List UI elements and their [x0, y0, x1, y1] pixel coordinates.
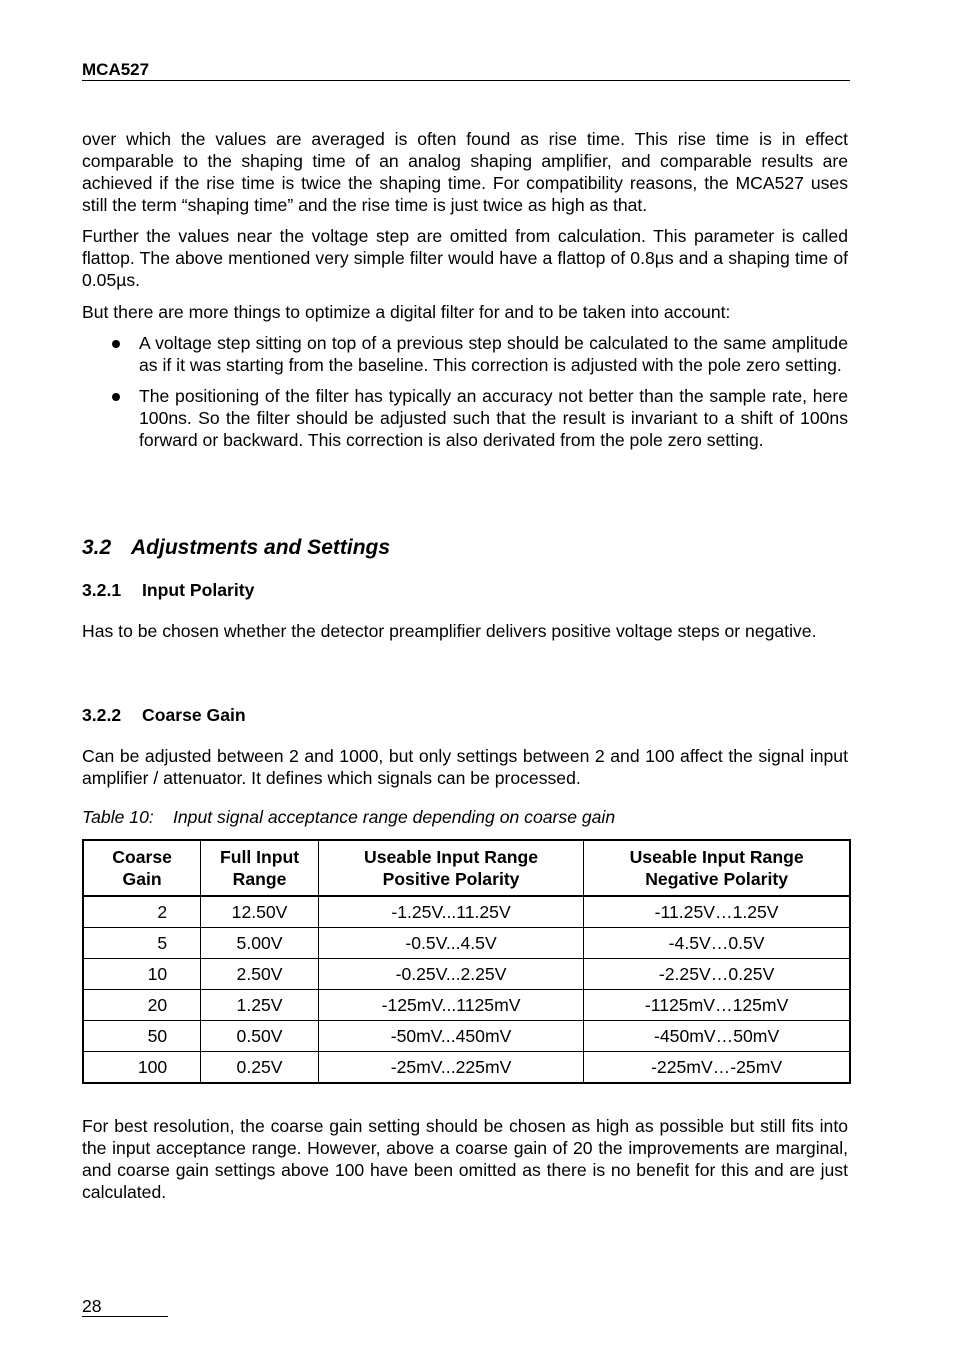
cell-full-input-range: 1.25V	[201, 990, 319, 1021]
subsection-heading-input-polarity	[82, 580, 254, 601]
section-title: Adjustments and Settings	[131, 536, 391, 559]
cell-negative-range: -2.25V…0.25V	[584, 959, 850, 990]
list-item-text: The positioning of the filter has typically an accuracy not better than the sample rate, here 100ns. So the filter should be adjusted such that the result is invariant to a shift of 100ns forward or backward. This correction is also derivated from the pole zero setting.	[139, 386, 848, 450]
subsection-heading-coarse-gain	[82, 705, 246, 726]
table-header-row	[83, 840, 850, 896]
cell-positive-range: -1.25V...11.25V	[318, 896, 583, 928]
list-item	[82, 385, 848, 451]
section-number: 3.2	[82, 536, 112, 559]
list-item-text: A voltage step sitting on top of a previous step should be calculated to the same amplitude as if it was starting from the baseline. This correction is adjusted with the pole zero setting.	[139, 333, 848, 375]
paragraph-input-polarity: Has to be chosen whether the detector preamplifier delivers positive voltage steps or negative.	[82, 621, 817, 641]
cell-positive-range: -50mV...450mV	[318, 1021, 583, 1052]
table-row	[83, 896, 850, 928]
cell-full-input-range: 0.25V	[201, 1052, 319, 1084]
cell-negative-range: -1125mV…125mV	[584, 990, 850, 1021]
table-row	[83, 959, 850, 990]
table-row	[83, 1021, 850, 1052]
table-row	[83, 928, 850, 959]
bullet-list	[82, 332, 848, 451]
column-header-positive-range: Useable Input Range Positive Polarity	[318, 840, 583, 896]
column-header-coarse-gain: Coarse Gain	[83, 840, 201, 896]
cell-coarse-gain: 100	[83, 1052, 201, 1084]
cell-positive-range: -0.25V...2.25V	[318, 959, 583, 990]
subsection-title: Coarse Gain	[142, 705, 246, 725]
coarse-gain-table	[82, 839, 851, 1084]
cell-full-input-range: 5.00V	[201, 928, 319, 959]
table-row	[83, 990, 850, 1021]
table-caption-text: Input signal acceptance range depending on coarse gain	[173, 807, 616, 827]
cell-negative-range: -11.25V…1.25V	[584, 896, 850, 928]
cell-coarse-gain: 5	[83, 928, 201, 959]
subsection-number: 3.2.2	[82, 705, 122, 725]
cell-coarse-gain: 50	[83, 1021, 201, 1052]
page-number: 28	[82, 1296, 102, 1316]
cell-coarse-gain: 2	[83, 896, 201, 928]
cell-coarse-gain: 10	[83, 959, 201, 990]
cell-coarse-gain: 20	[83, 990, 201, 1021]
cell-negative-range: -225mV…-25mV	[584, 1052, 850, 1084]
bullet-icon	[112, 340, 120, 348]
cell-full-input-range: 2.50V	[201, 959, 319, 990]
cell-positive-range: -25mV...225mV	[318, 1052, 583, 1084]
running-header-title: MCA527	[82, 60, 150, 79]
bullet-icon	[112, 393, 120, 401]
table-caption-label: Table 10:	[82, 807, 154, 827]
table-row	[83, 1052, 850, 1084]
cell-negative-range: -450mV…50mV	[584, 1021, 850, 1052]
cell-negative-range: -4.5V…0.5V	[584, 928, 850, 959]
section-heading	[82, 536, 390, 560]
column-header-negative-range: Useable Input Range Negative Polarity	[584, 840, 850, 896]
paragraph-best-resolution: For best resolution, the coarse gain setting should be chosen as high as possible but still fits into the input acceptance range. However, above a coarse gain of 20 the improvements are marginal, and coarse gain settings above 100 have been omitted as there is no benefit for this and are just calculated.	[82, 1116, 848, 1202]
table-caption	[82, 807, 615, 828]
cell-positive-range: -125mV...1125mV	[318, 990, 583, 1021]
cell-full-input-range: 12.50V	[201, 896, 319, 928]
paragraph-flattop: Further the values near the voltage step are omitted from calculation. This parameter is called flattop. The above mentioned very simple filter would have a flattop of 0.8µs and a shaping time of 0.05µs.	[82, 226, 848, 290]
paragraph-rise-time: over which the values are averaged is often found as rise time. This rise time is in effect comparable to the shaping time of an analog shaping amplifier, and comparable results are achieved if the rise time is twice the shaping time. For compatibility reasons, the MCA527 uses still the term “shaping time” and the rise time is just twice as high as that.	[82, 129, 848, 215]
cell-positive-range: -0.5V...4.5V	[318, 928, 583, 959]
column-header-full-input-range: Full Input Range	[201, 840, 319, 896]
cell-full-input-range: 0.50V	[201, 1021, 319, 1052]
subsection-number: 3.2.1	[82, 580, 122, 600]
subsection-title: Input Polarity	[142, 580, 255, 600]
paragraph-optimize-intro: But there are more things to optimize a digital filter for and to be taken into account:	[82, 302, 731, 322]
list-item	[82, 332, 848, 376]
paragraph-coarse-gain: Can be adjusted between 2 and 1000, but only settings between 2 and 100 affect the signal input amplifier / attenuator. It defines which signals can be processed.	[82, 746, 848, 788]
header-rule	[82, 80, 850, 81]
footer-rule	[82, 1316, 168, 1317]
